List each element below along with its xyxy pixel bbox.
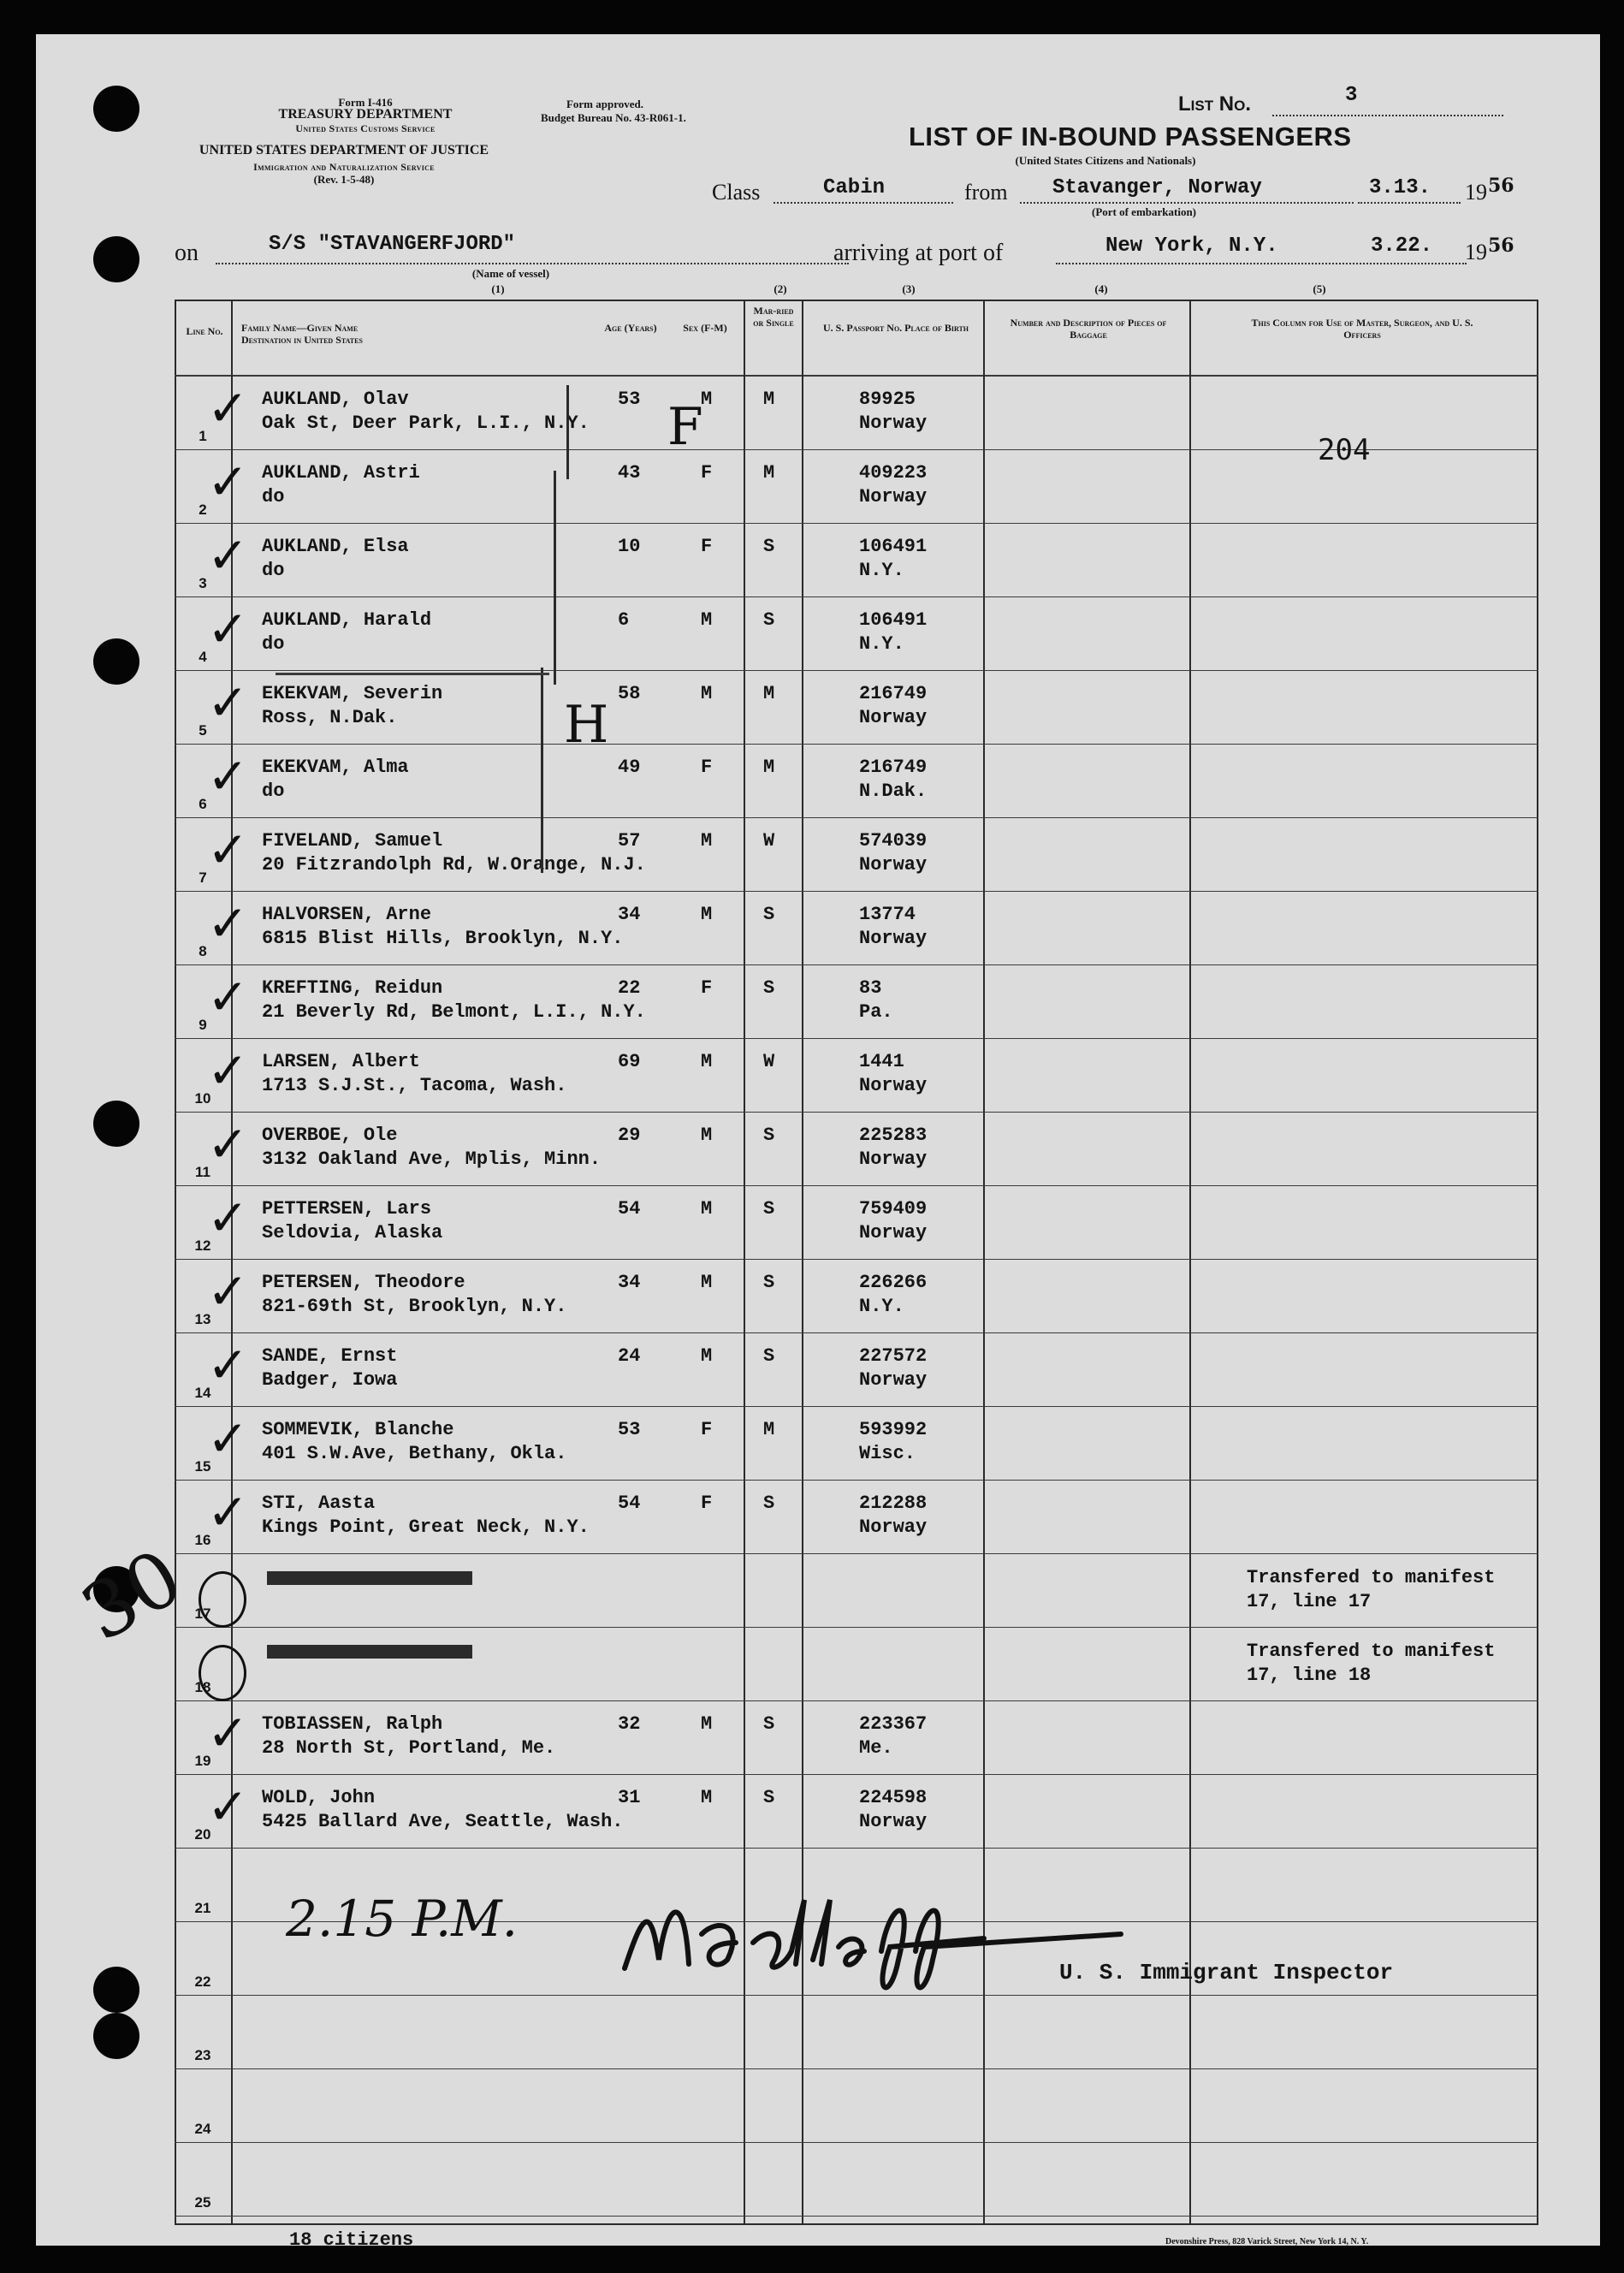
manifest-sheet bbox=[36, 34, 1600, 2246]
passenger-destination: do bbox=[262, 486, 285, 507]
margin-number: 30 bbox=[67, 1532, 198, 1659]
place-of-birth: Norway bbox=[859, 1516, 928, 1538]
list-number: 3 bbox=[1345, 84, 1358, 107]
arrival-year: 56 bbox=[1488, 234, 1514, 257]
place-of-birth: N.Y. bbox=[859, 560, 904, 581]
checkmark-icon: ✓ bbox=[207, 894, 249, 953]
line-number: 22 bbox=[194, 1973, 211, 1990]
ins-name: Immigration and Naturalization Service bbox=[253, 161, 435, 173]
row-rule bbox=[175, 1038, 1538, 1039]
passenger-sex: F bbox=[701, 757, 713, 778]
row-rule bbox=[175, 1627, 1538, 1628]
place-of-birth: N.Dak. bbox=[859, 780, 928, 802]
passport-number: 216749 bbox=[859, 683, 928, 704]
passport-number: 13774 bbox=[859, 904, 916, 925]
row-rule bbox=[175, 964, 1538, 965]
checkmark-icon: ✓ bbox=[207, 1262, 249, 1320]
binder-hole bbox=[93, 1101, 139, 1147]
place-of-birth: Wisc. bbox=[859, 1443, 916, 1464]
passenger-sex: M bbox=[701, 609, 713, 631]
checkmark-icon: ✓ bbox=[207, 1189, 249, 1247]
passenger-age: 6 bbox=[618, 609, 630, 631]
row-rule bbox=[175, 1480, 1538, 1481]
checkmark-icon: ✓ bbox=[207, 526, 249, 585]
passenger-destination: Badger, Iowa bbox=[262, 1369, 398, 1391]
marital-status: S bbox=[763, 609, 775, 631]
line-number: 10 bbox=[194, 1090, 211, 1107]
passenger-name: TOBIASSEN, Ralph bbox=[262, 1713, 443, 1735]
passenger-destination: 28 North St, Portland, Me. bbox=[262, 1737, 556, 1759]
marital-status: S bbox=[763, 1493, 775, 1514]
row-rule bbox=[175, 1700, 1538, 1701]
passenger-name: OVERBOE, Ole bbox=[262, 1125, 398, 1146]
passenger-sex: M bbox=[701, 830, 713, 852]
line-number: 16 bbox=[194, 1532, 211, 1548]
on-label: on bbox=[175, 240, 199, 266]
class-label: Class bbox=[712, 180, 761, 205]
passenger-name: AUKLAND, Elsa bbox=[262, 536, 409, 557]
passenger-name: PETTERSEN, Lars bbox=[262, 1198, 432, 1220]
passenger-name: AUKLAND, Astri bbox=[262, 462, 420, 484]
checkmark-icon: ✓ bbox=[207, 453, 249, 511]
form-number: Form I-416 bbox=[338, 96, 393, 109]
binder-hole bbox=[93, 2013, 139, 2059]
passenger-destination: Ross, N.Dak. bbox=[262, 707, 398, 728]
bracket-letter-h: H bbox=[564, 695, 609, 755]
arrival-year-prefix: 19 bbox=[1465, 240, 1487, 264]
place-of-birth: Norway bbox=[859, 1369, 928, 1391]
passenger-age: 43 bbox=[618, 462, 641, 484]
header-married: Mar-ried or Single bbox=[753, 305, 794, 329]
row-rule bbox=[175, 1774, 1538, 1775]
page-subtitle: (United States Citizens and Nationals) bbox=[1015, 154, 1196, 167]
marital-status: W bbox=[763, 1051, 775, 1072]
passenger-age: 53 bbox=[618, 1419, 641, 1440]
embark-caption: (Port of embarkation) bbox=[1091, 205, 1197, 218]
row-rule bbox=[175, 817, 1538, 818]
passenger-destination: 3132 Oakland Ave, Mplis, Minn. bbox=[262, 1148, 602, 1170]
class-value: Cabin bbox=[823, 176, 886, 199]
passenger-sex: F bbox=[701, 1493, 713, 1514]
header-name: Family Name—Given Name Destination in United States bbox=[241, 322, 363, 346]
passport-number: 227572 bbox=[859, 1345, 928, 1367]
place-of-birth: Me. bbox=[859, 1737, 893, 1759]
passport-number: 574039 bbox=[859, 830, 928, 852]
marital-status: M bbox=[763, 683, 775, 704]
checkmark-icon: ✓ bbox=[207, 1042, 249, 1100]
place-of-birth: Norway bbox=[859, 412, 928, 434]
col-rule bbox=[1189, 300, 1191, 2225]
stamp-number: 204 bbox=[1318, 433, 1371, 467]
passenger-destination: 1713 S.J.St., Tacoma, Wash. bbox=[262, 1075, 567, 1096]
binder-hole bbox=[93, 1967, 139, 2013]
passenger-sex: M bbox=[701, 904, 713, 925]
header-sex: Sex (F-M) bbox=[683, 322, 727, 334]
place-of-birth: Norway bbox=[859, 1811, 928, 1832]
line-number: 12 bbox=[194, 1237, 211, 1254]
checkmark-icon: ✓ bbox=[207, 1409, 249, 1468]
passenger-age: 54 bbox=[618, 1493, 641, 1514]
passenger-age: 22 bbox=[618, 977, 641, 999]
circle-mark-icon bbox=[199, 1645, 246, 1701]
line-number: 8 bbox=[199, 943, 207, 959]
form-revision: (Rev. 1-5-48) bbox=[313, 173, 375, 186]
row-rule bbox=[175, 2216, 1538, 2217]
bracket-stroke bbox=[276, 673, 549, 675]
from-label: from bbox=[964, 180, 1008, 205]
list-number-line bbox=[1272, 115, 1503, 116]
passenger-sex: F bbox=[701, 462, 713, 484]
col-num-4: (4) bbox=[1094, 282, 1108, 295]
passenger-name: SOMMEVIK, Blanche bbox=[262, 1419, 454, 1440]
checkmark-icon: ✓ bbox=[207, 1115, 249, 1173]
passenger-name: STI, Aasta bbox=[262, 1493, 376, 1514]
passenger-destination: 6815 Blist Hills, Brooklyn, N.Y. bbox=[262, 928, 624, 949]
marital-status: M bbox=[763, 757, 775, 778]
passenger-destination: do bbox=[262, 560, 285, 581]
row-rule bbox=[175, 523, 1538, 524]
passenger-age: 29 bbox=[618, 1125, 641, 1146]
depart-date: 3.13. bbox=[1369, 176, 1431, 199]
embark-port: Stavanger, Norway bbox=[1052, 176, 1262, 199]
passenger-age: 53 bbox=[618, 389, 641, 410]
row-rule bbox=[175, 1553, 1538, 1554]
binder-hole bbox=[93, 638, 139, 685]
passenger-age: 31 bbox=[618, 1787, 641, 1808]
marital-status: M bbox=[763, 389, 775, 410]
place-of-birth: Norway bbox=[859, 854, 928, 875]
passport-number: 83 bbox=[859, 977, 882, 999]
passenger-sex: M bbox=[701, 683, 713, 704]
row-rule bbox=[175, 1185, 1538, 1186]
header-age: Age (Years) bbox=[604, 322, 657, 334]
row-rule bbox=[175, 891, 1538, 892]
line-number: 11 bbox=[195, 1164, 210, 1180]
passenger-sex: M bbox=[701, 1787, 713, 1808]
customs-service: United States Customs Service bbox=[295, 122, 436, 134]
passenger-sex: F bbox=[701, 977, 713, 999]
passport-number: 225283 bbox=[859, 1125, 928, 1146]
passport-number: 1441 bbox=[859, 1051, 904, 1072]
place-of-birth: Norway bbox=[859, 928, 928, 949]
passenger-sex: M bbox=[701, 1051, 713, 1072]
redacted-name bbox=[267, 1645, 472, 1659]
row-rule bbox=[175, 2068, 1538, 2069]
passenger-age: 49 bbox=[618, 757, 641, 778]
place-of-birth: Norway bbox=[859, 707, 928, 728]
line-number: 24 bbox=[194, 2121, 211, 2137]
passenger-sex: M bbox=[701, 1345, 713, 1367]
vessel-name: S/S "STAVANGERFJORD" bbox=[269, 233, 516, 256]
passenger-name: AUKLAND, Harald bbox=[262, 609, 432, 631]
line-number: 18 bbox=[194, 1679, 211, 1695]
bracket-letter-f: F bbox=[667, 397, 703, 457]
passport-number: 223367 bbox=[859, 1713, 928, 1735]
budget-bureau: Budget Bureau No. 43-R061-1. bbox=[541, 111, 686, 124]
marital-status: S bbox=[763, 904, 775, 925]
place-of-birth: N.Y. bbox=[859, 1296, 904, 1317]
header-baggage: Number and Description of Pieces of Baggage bbox=[1010, 317, 1167, 341]
binder-hole bbox=[93, 86, 139, 132]
arrival-date: 3.22. bbox=[1371, 234, 1433, 258]
row-rule bbox=[175, 1259, 1538, 1260]
passport-number: 212288 bbox=[859, 1493, 928, 1514]
arrival-line bbox=[1056, 263, 1467, 264]
line-number: 7 bbox=[199, 869, 207, 886]
depart-date-line bbox=[1358, 202, 1461, 204]
passenger-destination: do bbox=[262, 633, 285, 655]
place-of-birth: Norway bbox=[859, 1222, 928, 1243]
passenger-destination: 821-69th St, Brooklyn, N.Y. bbox=[262, 1296, 567, 1317]
passport-number: 89925 bbox=[859, 389, 916, 410]
printer-credit: Devonshire Press, 828 Varick Street, New York 14, N. Y. bbox=[1165, 2237, 1369, 2246]
passenger-destination: 5425 Ballard Ave, Seattle, Wash. bbox=[262, 1811, 624, 1832]
marital-status: S bbox=[763, 1787, 775, 1808]
line-number: 1 bbox=[199, 428, 207, 444]
checkmark-icon: ✓ bbox=[207, 379, 249, 437]
line-number: 15 bbox=[194, 1458, 211, 1475]
marital-status: S bbox=[763, 1125, 775, 1146]
line-number: 13 bbox=[194, 1311, 211, 1327]
marital-status: S bbox=[763, 1198, 775, 1220]
checkmark-icon: ✓ bbox=[207, 747, 249, 805]
passenger-destination: do bbox=[262, 780, 285, 802]
passenger-name: LARSEN, Albert bbox=[262, 1051, 420, 1072]
passenger-name: FIVELAND, Samuel bbox=[262, 830, 443, 852]
passenger-age: 58 bbox=[618, 683, 641, 704]
checkmark-icon: ✓ bbox=[207, 821, 249, 879]
passenger-sex: M bbox=[701, 1198, 713, 1220]
line-number: 9 bbox=[199, 1017, 207, 1033]
time-note: 2.15 P.M. bbox=[286, 1890, 519, 1948]
passenger-age: 24 bbox=[618, 1345, 641, 1367]
col-num-2: (2) bbox=[773, 282, 787, 295]
bracket-stroke bbox=[566, 385, 569, 479]
col-num-1: (1) bbox=[491, 282, 505, 295]
place-of-birth: Norway bbox=[859, 486, 928, 507]
from-line bbox=[1020, 202, 1354, 204]
page-title: LIST OF IN-BOUND PASSENGERS bbox=[909, 122, 1352, 151]
line-number: 4 bbox=[199, 649, 207, 665]
marital-status: S bbox=[763, 1713, 775, 1735]
passport-number: 759409 bbox=[859, 1198, 928, 1220]
line-number: 6 bbox=[199, 796, 207, 812]
passenger-destination: 401 S.W.Ave, Bethany, Okla. bbox=[262, 1443, 567, 1464]
row-rule bbox=[175, 1848, 1538, 1849]
passport-number: 106491 bbox=[859, 536, 928, 557]
vessel-line bbox=[216, 263, 849, 264]
passenger-destination: Kings Point, Great Neck, N.Y. bbox=[262, 1516, 590, 1538]
passenger-destination: Seldovia, Alaska bbox=[262, 1222, 443, 1243]
row-rule bbox=[175, 670, 1538, 671]
passport-number: 216749 bbox=[859, 757, 928, 778]
officer-note: Transfered to manifest 17, line 17 bbox=[1247, 1567, 1496, 1612]
vessel-caption: (Name of vessel) bbox=[471, 267, 550, 280]
list-label: List No. bbox=[1178, 92, 1251, 116]
passport-number: 106491 bbox=[859, 609, 928, 631]
checkmark-icon: ✓ bbox=[207, 600, 249, 658]
passenger-destination: 20 Fitzrandolph Rd, W.Orange, N.J. bbox=[262, 854, 646, 875]
col-num-5: (5) bbox=[1313, 282, 1326, 295]
line-number: 21 bbox=[194, 1900, 211, 1916]
marital-status: M bbox=[763, 1419, 775, 1440]
line-number: 14 bbox=[194, 1385, 211, 1401]
passenger-name: WOLD, John bbox=[262, 1787, 376, 1808]
line-number: 23 bbox=[194, 2047, 211, 2063]
passenger-age: 69 bbox=[618, 1051, 641, 1072]
passenger-name: PETERSEN, Theodore bbox=[262, 1272, 465, 1293]
checkmark-icon: ✓ bbox=[207, 674, 249, 732]
passport-number: 224598 bbox=[859, 1787, 928, 1808]
form-approved: Form approved. bbox=[566, 98, 644, 110]
passenger-name: EKEKVAM, Severin bbox=[262, 683, 443, 704]
row-rule bbox=[175, 1112, 1538, 1113]
place-of-birth: Norway bbox=[859, 1075, 928, 1096]
officer-note: Transfered to manifest 17, line 18 bbox=[1247, 1641, 1496, 1686]
department-name: TREASURY DEPARTMENT bbox=[278, 107, 453, 122]
checkmark-icon: ✓ bbox=[207, 1704, 249, 1762]
row-rule bbox=[175, 1406, 1538, 1407]
place-of-birth: Norway bbox=[859, 1148, 928, 1170]
bracket-stroke bbox=[554, 471, 556, 685]
row-rule bbox=[175, 2142, 1538, 2143]
line-number: 20 bbox=[194, 1826, 211, 1843]
marital-status: S bbox=[763, 1272, 775, 1293]
passenger-destination: Oak St, Deer Park, L.I., N.Y. bbox=[262, 412, 590, 434]
checkmark-icon: ✓ bbox=[207, 1777, 249, 1836]
arrival-port: New York, N.Y. bbox=[1105, 234, 1278, 258]
passport-number: 593992 bbox=[859, 1419, 928, 1440]
row-rule bbox=[175, 1332, 1538, 1333]
passenger-name: HALVORSEN, Arne bbox=[262, 904, 432, 925]
depart-year-prefix: 19 bbox=[1465, 180, 1487, 205]
marital-status: S bbox=[763, 536, 775, 557]
binder-hole bbox=[93, 236, 139, 282]
col-num-3: (3) bbox=[902, 282, 916, 295]
checkmark-icon: ✓ bbox=[207, 1483, 249, 1541]
passenger-age: 10 bbox=[618, 536, 641, 557]
checkmark-icon: ✓ bbox=[207, 968, 249, 1026]
passport-number: 409223 bbox=[859, 462, 928, 484]
passenger-name: KREFTING, Reidun bbox=[262, 977, 443, 999]
checkmark-icon: ✓ bbox=[207, 1336, 249, 1394]
passenger-sex: M bbox=[701, 389, 713, 410]
circle-mark-icon bbox=[199, 1571, 246, 1628]
passenger-age: 34 bbox=[618, 1272, 641, 1293]
line-number: 5 bbox=[199, 722, 207, 739]
passenger-age: 34 bbox=[618, 904, 641, 925]
header-line-no: Line No. bbox=[186, 325, 223, 337]
passenger-name: AUKLAND, Olav bbox=[262, 389, 409, 410]
marital-status: W bbox=[763, 830, 775, 852]
passenger-destination: 21 Beverly Rd, Belmont, L.I., N.Y. bbox=[262, 1001, 646, 1023]
passenger-name: SANDE, Ernst bbox=[262, 1345, 398, 1367]
line-number: 19 bbox=[194, 1753, 211, 1769]
line-number: 3 bbox=[199, 575, 207, 591]
class-line bbox=[773, 202, 953, 204]
passenger-age: 32 bbox=[618, 1713, 641, 1735]
passport-number: 226266 bbox=[859, 1272, 928, 1293]
line-number: 17 bbox=[194, 1605, 211, 1622]
inspector-title: U. S. Immigrant Inspector bbox=[1059, 1960, 1394, 1985]
passenger-age: 57 bbox=[618, 830, 641, 852]
passenger-age: 54 bbox=[618, 1198, 641, 1220]
passenger-name: EKEKVAM, Alma bbox=[262, 757, 409, 778]
arriving-label: arriving at port of bbox=[833, 240, 1004, 266]
passenger-sex: F bbox=[701, 536, 713, 557]
place-of-birth: Pa. bbox=[859, 1001, 893, 1023]
citizens-count: 18 citizens bbox=[289, 2229, 414, 2246]
place-of-birth: N.Y. bbox=[859, 633, 904, 655]
passenger-sex: M bbox=[701, 1272, 713, 1293]
passenger-sex: F bbox=[701, 1419, 713, 1440]
redacted-name bbox=[267, 1571, 472, 1585]
marital-status: M bbox=[763, 462, 775, 484]
passenger-sex: M bbox=[701, 1713, 713, 1735]
header-passport: U. S. Passport No. Place of Birth bbox=[823, 322, 969, 334]
marital-status: S bbox=[763, 977, 775, 999]
passenger-sex: M bbox=[701, 1125, 713, 1146]
header-officers: This Column for Use of Master, Surgeon, and U. S. Officers bbox=[1251, 317, 1473, 341]
line-number: 2 bbox=[199, 501, 207, 518]
marital-status: S bbox=[763, 1345, 775, 1367]
header-rule bbox=[175, 375, 1538, 377]
depart-year: 56 bbox=[1488, 175, 1514, 197]
row-rule bbox=[175, 596, 1538, 597]
doj-name: UNITED STATES DEPARTMENT OF JUSTICE bbox=[199, 143, 489, 157]
bracket-stroke bbox=[541, 668, 543, 873]
row-rule bbox=[175, 744, 1538, 745]
line-number: 25 bbox=[194, 2194, 211, 2211]
